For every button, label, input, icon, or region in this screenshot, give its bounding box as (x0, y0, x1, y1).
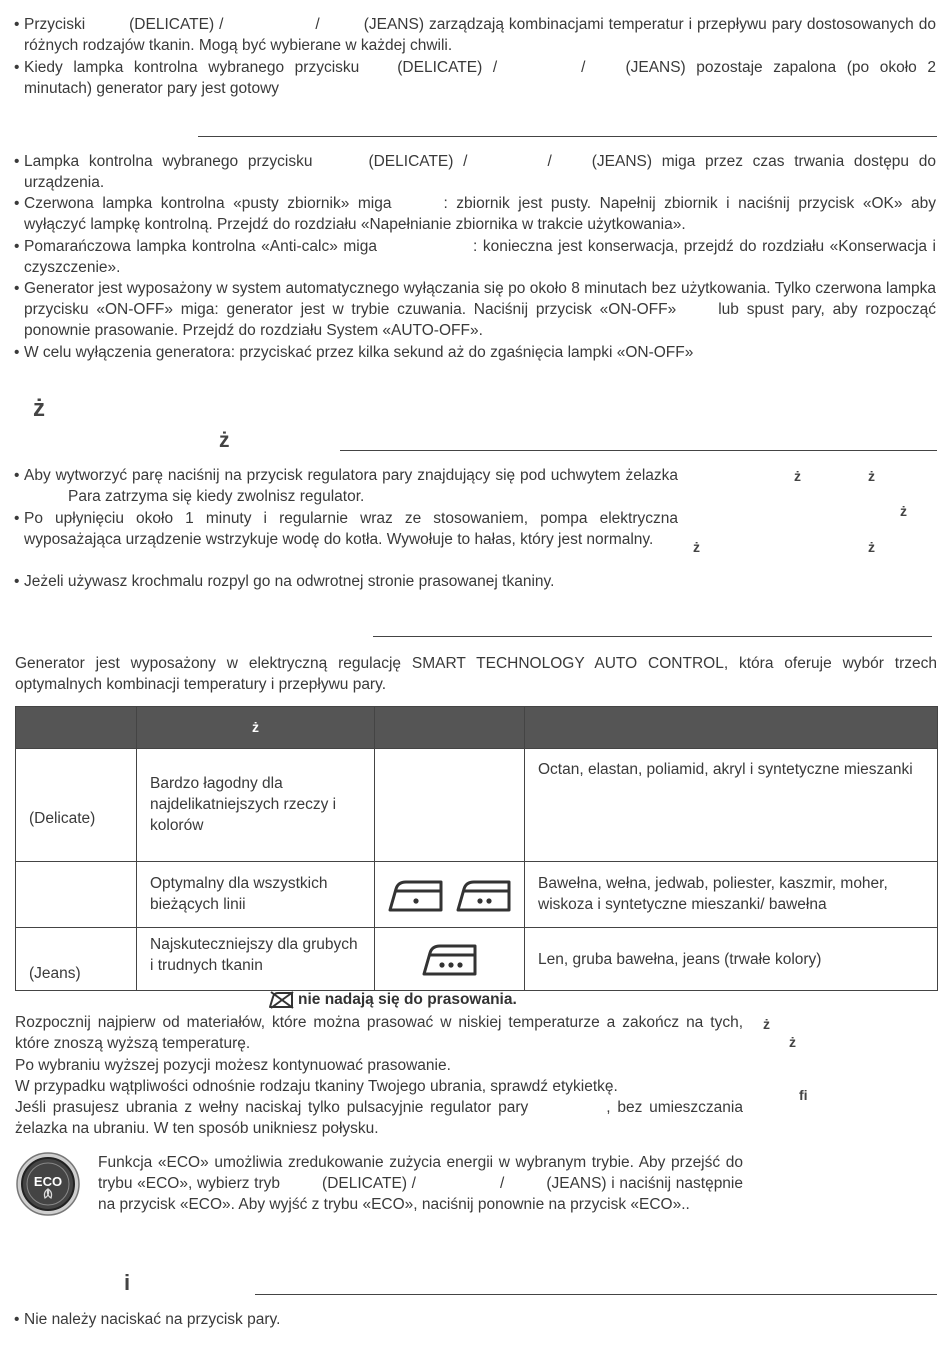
do-not-iron-icon (268, 991, 294, 1009)
paragraph-wool: Jeśli prasujesz ubrania z wełny naciskaj tylko pulsacyjnie regulator pary , bez umieszczania żelazka na ubraniu. W ten sposób unikniesz połysku. (15, 1099, 743, 1137)
side-fragment: ﬁ (799, 1087, 808, 1103)
side-fragment: ż (763, 1016, 770, 1032)
table-header-cell: ż (137, 707, 375, 749)
side-fragment: ż (794, 468, 801, 484)
paragraph-check-label: W przypadku wątpliwości odnośnie rodzaju tkaniny Twojego ubrania, sprawdź etykietkę. (15, 1078, 618, 1095)
section-divider-1 (198, 136, 937, 137)
description-cell: Bardzo łagodny dla najdelikatniejszych rzeczy i kolorów (150, 775, 337, 834)
status-bullet-3: • Pomarańczowa lampka kontrolna «Anti-calc» miga : konieczna jest konserwacja, przejdź do rozdziału «Konserwacja i czyszczenie». (14, 238, 936, 276)
side-fragment: ż (693, 539, 700, 555)
intro-bullet-2: • Kiedy lampka kontrolna wybranego przycisku (DELICATE) / / (JEANS) pozostaje zapalona (po około 2 minutach) generator pary jest gotowy (14, 59, 936, 97)
description-cell: Najskuteczniejszy dla grubych i trudnych tkanin (150, 936, 358, 974)
table-header-cell (16, 707, 137, 749)
description-cell: Optymalny dla wszystkich bieżących linii (150, 875, 328, 913)
side-fragment: ż (868, 468, 875, 484)
table-row (16, 862, 938, 928)
heading-fragment-2: ż (219, 429, 230, 452)
modes-table (15, 706, 938, 991)
eco-badge-text: ECO (33, 1174, 63, 1189)
section-divider-4 (255, 1294, 937, 1295)
side-fragment: ż (868, 539, 875, 555)
fabrics-cell: Bawełna, wełna, jedwab, poliester, kaszmir, moher, wiskoza i syntetyczne mieszanki/ bawełna (538, 875, 888, 913)
steam-bullet-1: • Aby wytworzyć parę naciśnij na przycisk regulatora pary znajdujący się pod uchwytem żelazkaPara zatrzyma się kiedy zwolnisz regulator. (14, 467, 678, 505)
heading-fragment-1: ż (33, 395, 45, 422)
status-bullet-2: • Czerwona lampka kontrolna «pusty zbiornik» miga : zbiornik jest pusty. Napełnij zbiornik i naciśnij przycisk «OK» aby wyłączyć lampkę kontrolną. Przejdź do rozdziału «Napełnianie zbiornika w trakcie użytkowania». (14, 195, 936, 233)
section-divider-3 (373, 636, 932, 637)
fabrics-cell: Len, gruba bawełna, jeans (trwałe kolory) (538, 950, 822, 968)
eco-badge (15, 1151, 81, 1217)
mode-cell: (Delicate) (29, 810, 96, 827)
heading-fragment-3: i (124, 1270, 131, 1295)
no-iron-note: nie nadają się do prasowania. (268, 989, 517, 1010)
steam-bullet-3: • Jeżeli używasz krochmalu rozpyl go na odwrotnej stronie prasowanej tkaniny. (14, 573, 555, 590)
status-bullet-5: • W celu wyłączenia generatora: przyciskać przez kilka sekund aż do zgaśnięcia lampki «ON-OFF» (14, 344, 694, 361)
intro-bullet-1: • Przyciski (DELICATE) / / (JEANS) zarządzają kombinacjami temperatur i przepływu pary dostosowanych do różnych rodzajów tkanin. Mogą być wybierane w każdej chwili. (14, 16, 936, 54)
iron-3dot-icon (420, 941, 480, 977)
iron-1dot-icon (386, 877, 446, 913)
mode-cell (16, 862, 136, 886)
status-bullet-1: • Lampka kontrolna wybranego przycisku (DELICATE) / / (JEANS) miga przez czas trwania dostępu do urządzenia. (14, 153, 936, 191)
paragraph-order: Rozpocznij najpierw od materiałów, które można prasować w niskiej temperaturze a zakończ na tych, które znoszą wyższą temperaturę. (15, 1014, 743, 1052)
mode-cell: (Jeans) (29, 965, 81, 982)
table-row (16, 749, 938, 862)
table-header-cell (525, 707, 938, 749)
side-fragment: ż (789, 1034, 796, 1050)
steam-bullet-2: • Po upłynięciu około 1 minuty i regularnie wraz ze stosowaniem, pompa elektryczna wyposażająca urządzenie wstrzykuje wodę do kotła. Wywołuje to hałas, który jest normalny. (14, 510, 678, 548)
smart-technology-paragraph: Generator jest wyposażony w elektryczną regulację SMART TECHNOLOGY AUTO CONTROL, która oferuje wybór trzech optymalnych kombinacji temperatury i przepływu pary. (15, 655, 937, 693)
eco-description: Funkcja «ECO» umożliwia zredukowanie zużycia energii w wybranym trybie. Aby przejść do trybu «ECO», wybierz tryb (DELICATE) / / (JEANS) i naciśnij następnie na przycisk «ECO». Aby wyjść z trybu «ECO», naciśnij ponownie na przycisk «ECO».. (98, 1154, 743, 1213)
eco-leaf-icon (15, 1151, 81, 1217)
iron-two-settings-icons (375, 877, 524, 913)
status-bullet-4: • Generator jest wyposażony w system automatycznego wyłączania się po około 8 minutach bez użytkowania. Tylko czerwona lampka przycisku «ON-OFF» miga: generator jest w trybie czuwania. Naciśnij przycisk «ON-OFF» lub spust pary, aby rozpocząć ponownie prasowanie. Przejdź do rozdziału System «AUTO-OFF». (14, 280, 936, 339)
table-row (16, 928, 938, 991)
iron-2dot-icon (454, 877, 514, 913)
fabrics-cell: Octan, elastan, poliamid, akryl i syntetyczne mieszanki (538, 761, 913, 778)
table-header-cell (375, 707, 525, 749)
section-divider-2 (340, 450, 937, 451)
paragraph-higher-position: Po wybraniu wyższej pozycji możesz kontynuować prasowanie. (15, 1057, 451, 1074)
side-fragment: ż (900, 503, 907, 519)
table-header-row (16, 707, 938, 749)
final-bullet: • Nie należy naciskać na przycisk pary. (14, 1311, 281, 1328)
